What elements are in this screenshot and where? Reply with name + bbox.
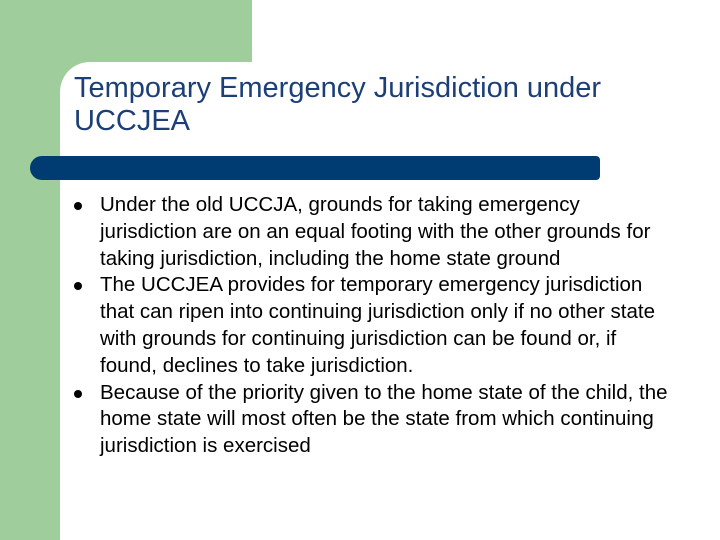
list-item [72,272,672,379]
bullet-text: Under the old UCCJA, grounds for taking emergency jurisdiction are on an equal footing with the other grounds for taking jurisdiction, including the home state ground [100,193,651,270]
bullet-list [72,192,672,460]
bullet-text: Because of the priority given to the home state of the child, the home state will most often be the state from which continuing jurisdiction is exercised [100,380,668,458]
list-item [72,380,672,460]
bullet-dot-icon [74,390,82,398]
slide-title: Temporary Emergency Jurisdiction under UCCJEA [74,72,602,137]
divider-bar [60,156,600,180]
list-item [72,192,672,272]
bullet-dot-icon [74,202,82,210]
bullet-text: The UCCJEA provides for temporary emergency jurisdiction that can ripen into continuing jurisdiction only if no other state with grounds for continuing jurisdiction can be found or, if found, declines to take jurisdiction. [100,273,655,377]
bullet-dot-icon [74,282,82,290]
